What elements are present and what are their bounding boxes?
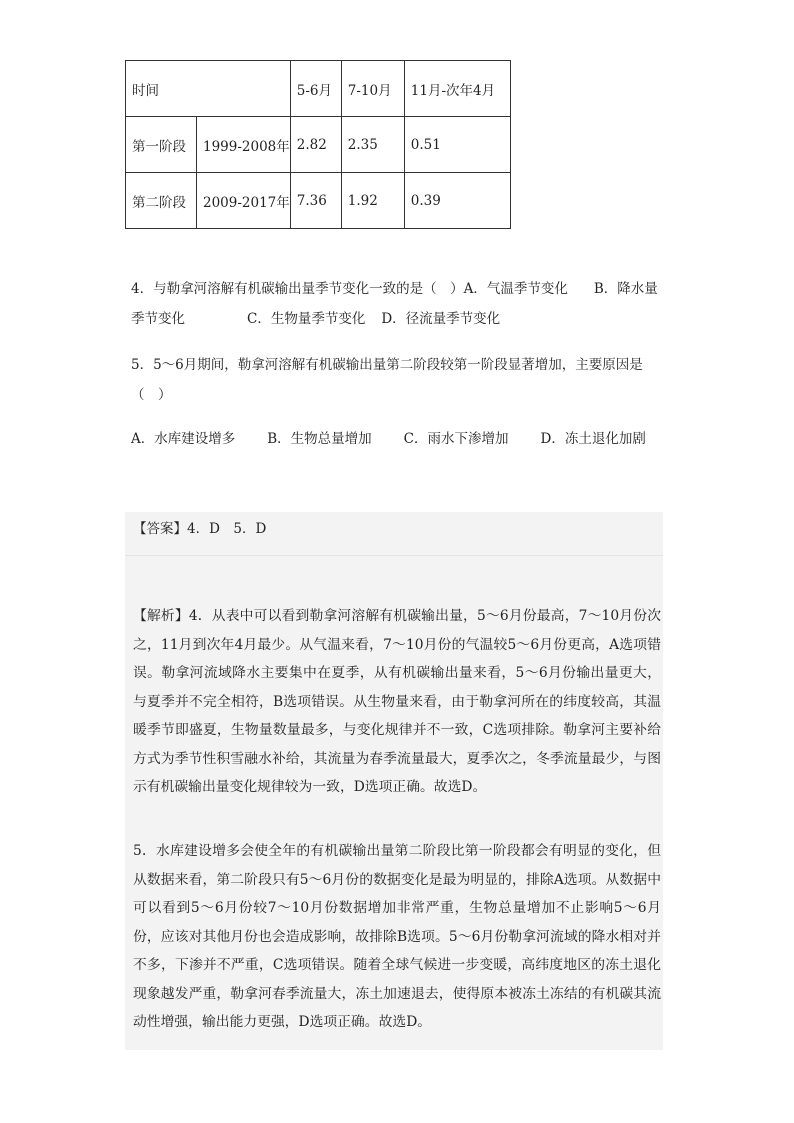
value-cell: 2.35 [341, 117, 404, 173]
years-cell: 1999-2008年 [197, 117, 291, 173]
question-4-stem: 4．与勒拿河溶解有机碳输出量季节变化一致的是（ ） [131, 281, 464, 297]
question-5-options [131, 424, 666, 454]
question-4-option-b: B．降水量季节变化 [131, 281, 658, 327]
table-row [126, 117, 511, 173]
divider [125, 555, 663, 556]
question-5-option-d: D．冻土退化加剧 [540, 431, 646, 447]
answer-tag: 【答案】 [133, 521, 187, 537]
question-4-option-a: A．气温季节变化 [463, 281, 568, 297]
value-cell: 7.36 [290, 173, 341, 229]
table-header-row [126, 61, 511, 117]
analysis-paragraph-4 [133, 602, 661, 802]
header-nov-apr-cell: 11月-次年4月 [404, 61, 510, 117]
stage-cell: 第二阶段 [126, 173, 197, 229]
stage-cell: 第一阶段 [126, 117, 197, 173]
value-cell: 0.51 [404, 117, 510, 173]
value-cell: 2.82 [290, 117, 341, 173]
header-time-cell: 时间 [126, 61, 291, 117]
analysis-tag: 【解析】 [133, 608, 189, 624]
table-row [126, 173, 511, 229]
analysis-text-4: 4．从表中可以看到勒拿河溶解有机碳输出量，5～6月份最高，7～10月份次之，11月到次年4月最少。从气温来看，7～10月份的气温较5～6月份更高，A选项错误。勒拿河流域降水主要集中在夏季，从有机碳输出量来看，5～6月份输出量更大，与夏季并不完全相符，B选项错误。从生物量来看，由于勒拿河所在的纬度较高，其温暖季节即盛夏，生物量数量最多，与变化规律并不一致，C选项排除。勒拿河主要补给方式为季节性积雪融水补给，其流量为春季流量最大，夏季次之，冬季流量最少，与图示有机碳输出量变化规律较为一致，D选项正确。故选D。 [133, 608, 661, 795]
question-4-option-c: C．生物量季节变化 [247, 311, 366, 327]
question-5-option-b: B．生物总量增加 [267, 431, 372, 447]
analysis-paragraph-5: 5．水库建设增多会使全年的有机碳输出量第二阶段比第一阶段都会有明显的变化，但从数据来看，第二阶段只有5～6月份的数据变化是最为明显的，排除A选项。从数据中可以看到5～6月份较7～10月份数据增加非常严重，生物总量增加不止影响5～6月份，应该对其他月份也会造成影响，故排除B选项。5～6月份勒拿河流域的降水相对并不多，下渗并不严重，C选项错误。随着全球气候进一步变暖，高纬度地区的冻土退化现象越发严重，勒拿河春季流量大，冻土加速退去，使得原本被冻土冻结的有机碳其流动性增强，输出能力更强，D选项正确。故选D。 [133, 843, 661, 1030]
data-table [125, 60, 511, 229]
question-5-option-c: C．雨水下渗增加 [403, 431, 509, 447]
years-cell: 2009-2017年 [197, 173, 291, 229]
answer-line [133, 514, 266, 544]
question-5-stem: 5．5～6月期间，勒拿河溶解有机碳输出量第二阶段较第一阶段显著增加，主要原因是（ ） [131, 357, 643, 403]
header-may-june-cell: 5-6月 [290, 61, 341, 117]
answer-text: 4．D 5．D [187, 521, 267, 537]
answer-section [125, 512, 663, 1050]
question-4 [131, 274, 666, 334]
header-july-oct-cell: 7-10月 [341, 61, 404, 117]
value-cell: 0.39 [404, 173, 510, 229]
value-cell: 1.92 [341, 173, 404, 229]
question-4-option-d: D．径流量季节变化 [381, 311, 501, 327]
question-5-option-a: A．水库建设增多 [131, 431, 236, 447]
